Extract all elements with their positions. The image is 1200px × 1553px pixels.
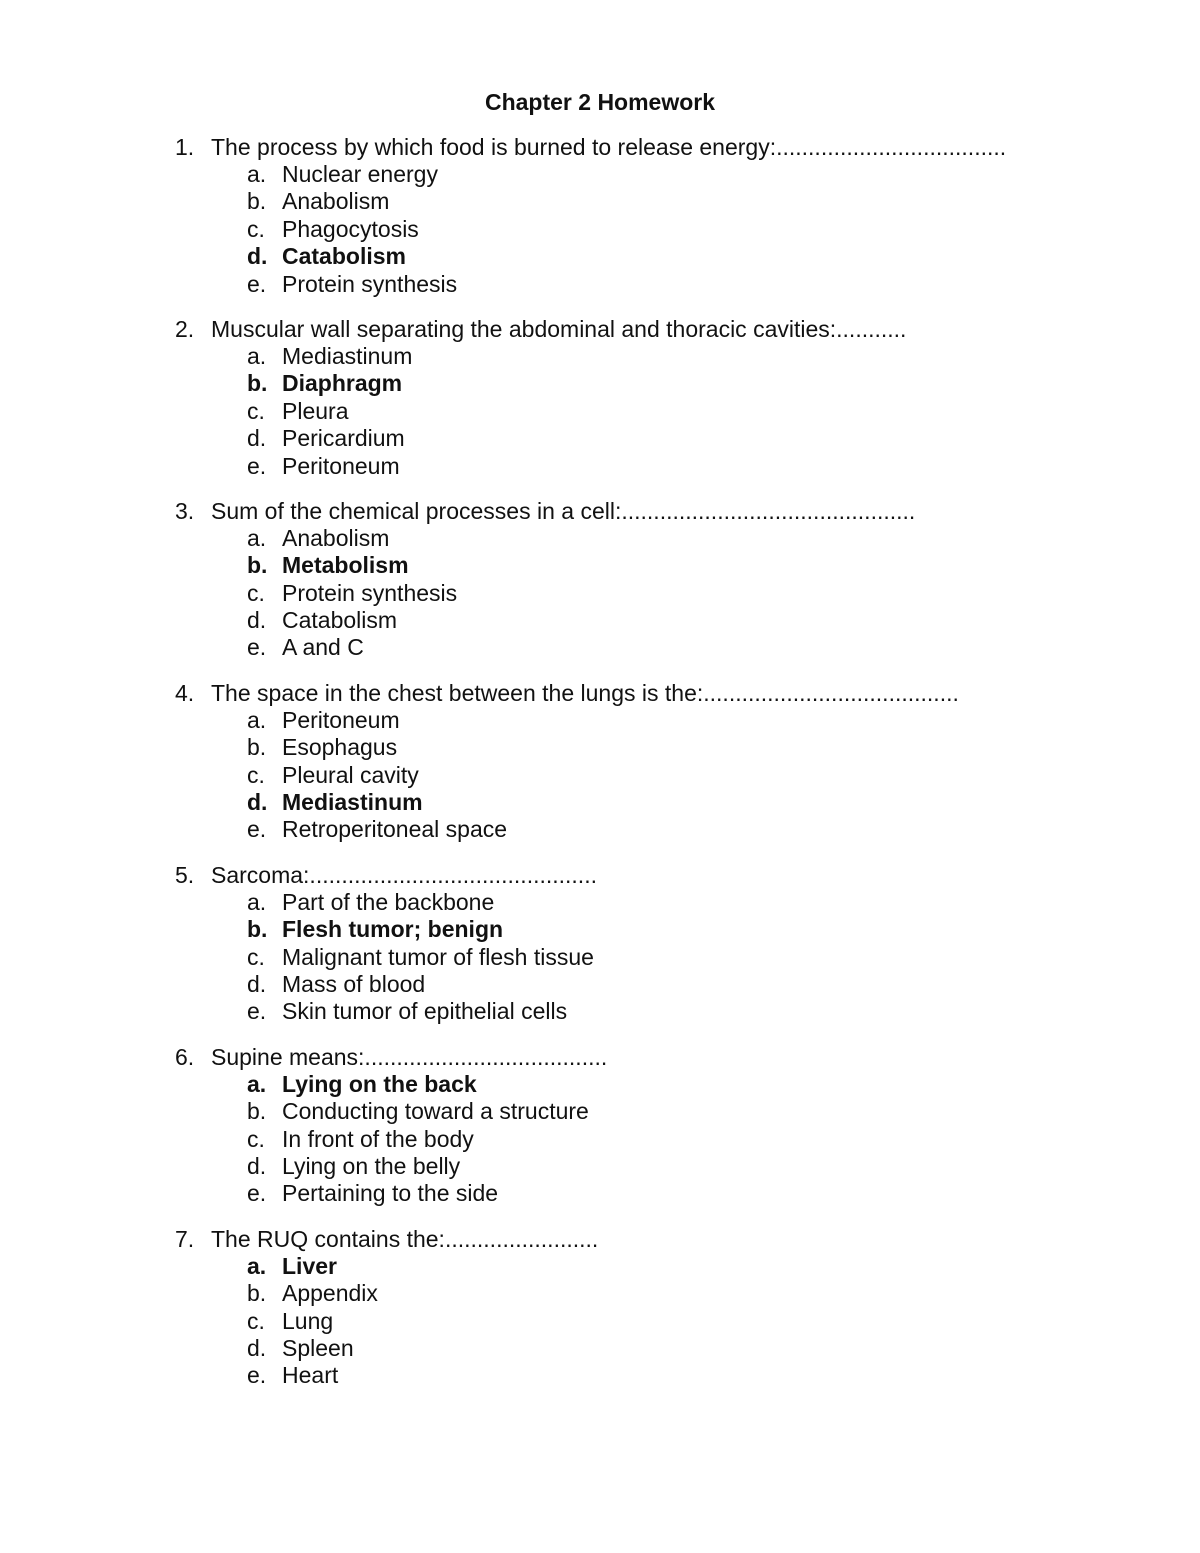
option-letter: d. xyxy=(247,243,268,270)
option-d xyxy=(0,1335,1200,1362)
option-text: Mass of blood xyxy=(282,970,426,997)
question-list xyxy=(0,133,1200,1407)
option-letter: b. xyxy=(247,370,268,397)
option-text: Mediastinum xyxy=(282,342,413,369)
option-d xyxy=(0,789,1200,816)
option-text: Phagocytosis xyxy=(282,215,419,242)
option-text: Esophagus xyxy=(282,734,398,761)
option-letter: b. xyxy=(247,916,268,943)
option-text: Metabolism xyxy=(282,552,409,579)
option-e xyxy=(0,271,1200,298)
option-letter: c. xyxy=(247,397,265,424)
option-letter: c. xyxy=(247,579,265,606)
option-letter: d. xyxy=(247,789,268,816)
option-d xyxy=(0,971,1200,998)
option-letter: e. xyxy=(247,270,267,297)
option-letter: d. xyxy=(247,425,267,452)
option-text: Catabolism xyxy=(282,243,406,270)
option-c xyxy=(0,398,1200,425)
question-1 xyxy=(0,133,1200,298)
option-d xyxy=(0,425,1200,452)
question-3 xyxy=(0,497,1200,662)
option-c xyxy=(0,580,1200,607)
option-text: Skin tumor of epithelial cells xyxy=(282,998,568,1025)
option-text: Flesh tumor; benign xyxy=(282,916,504,943)
option-text: Lying on the back xyxy=(282,1070,477,1097)
question-text: Sum of the chemical processes in a cell:.............................................. xyxy=(211,497,916,524)
option-letter: b. xyxy=(247,552,268,579)
option-text: Lying on the belly xyxy=(282,1152,461,1179)
option-letter: b. xyxy=(247,1098,267,1125)
option-letter: a. xyxy=(247,1070,267,1097)
option-letter: a. xyxy=(247,888,267,915)
option-e xyxy=(0,634,1200,661)
option-letter: c. xyxy=(247,1307,265,1334)
option-text: Catabolism xyxy=(282,607,398,634)
question-text: The space in the chest between the lungs is the:........................................ xyxy=(211,679,959,706)
option-letter: e. xyxy=(247,634,267,661)
option-text: Mediastinum xyxy=(282,789,423,816)
option-text: Spleen xyxy=(282,1334,354,1361)
option-letter: a. xyxy=(247,706,267,733)
option-text: Appendix xyxy=(282,1280,378,1307)
option-c xyxy=(0,216,1200,243)
option-letter: c. xyxy=(247,215,265,242)
option-text: Anabolism xyxy=(282,524,390,551)
option-e xyxy=(0,1362,1200,1389)
question-text: Sarcoma:............................................. xyxy=(211,861,597,888)
option-b xyxy=(0,734,1200,761)
question-text: The process by which food is burned to release energy:.................................... xyxy=(211,134,1007,160)
option-text: In front of the body xyxy=(282,1125,474,1152)
option-text: Lung xyxy=(282,1307,334,1334)
option-text: Conducting toward a structure xyxy=(282,1098,589,1125)
question-5 xyxy=(0,861,1200,1026)
option-text: A and C xyxy=(282,634,364,661)
option-b xyxy=(0,916,1200,943)
question-text: Muscular wall separating the abdominal and thoracic cavities:........... xyxy=(211,315,907,342)
question-number: 3. xyxy=(175,497,195,524)
option-a xyxy=(0,889,1200,916)
option-text: Heart xyxy=(282,1362,339,1389)
option-text: Malignant tumor of flesh tissue xyxy=(282,943,594,970)
option-letter: a. xyxy=(247,1252,267,1279)
option-letter: a. xyxy=(247,524,267,551)
option-e xyxy=(0,1180,1200,1207)
page-title: Chapter 2 Homework xyxy=(484,89,716,115)
option-d xyxy=(0,1153,1200,1180)
option-c xyxy=(0,1126,1200,1153)
option-text: Nuclear energy xyxy=(282,161,438,187)
option-a xyxy=(0,525,1200,552)
option-letter: a. xyxy=(247,342,267,369)
option-letter: d. xyxy=(247,970,267,997)
option-text: Pericardium xyxy=(282,425,405,452)
option-letter: d. xyxy=(247,1152,267,1179)
option-a xyxy=(0,343,1200,370)
option-text: Diaphragm xyxy=(282,370,403,397)
question-6 xyxy=(0,1043,1200,1208)
option-text: Peritoneum xyxy=(282,452,400,479)
question-number: 7. xyxy=(175,1225,195,1252)
option-letter: b. xyxy=(247,188,267,215)
question-text: Supine means:...................................... xyxy=(211,1043,608,1070)
option-text: Pertaining to the side xyxy=(282,1180,499,1207)
option-letter: e. xyxy=(247,1362,267,1389)
question-text: The RUQ contains the:........................ xyxy=(211,1225,599,1252)
option-letter: e. xyxy=(247,452,267,479)
question-4 xyxy=(0,679,1200,844)
option-a xyxy=(0,161,1200,188)
option-e xyxy=(0,998,1200,1025)
option-letter: e. xyxy=(247,1180,267,1207)
option-e xyxy=(0,816,1200,843)
option-text: Protein synthesis xyxy=(282,579,458,606)
question-number: 6. xyxy=(175,1043,195,1070)
question-number: 4. xyxy=(175,679,195,706)
option-text: Pleura xyxy=(282,397,349,424)
question-number: 1. xyxy=(175,134,195,160)
option-letter: c. xyxy=(247,761,265,788)
question-number: 5. xyxy=(175,861,195,888)
option-letter: e. xyxy=(247,998,267,1025)
option-e xyxy=(0,453,1200,480)
option-letter: a. xyxy=(247,161,267,187)
option-d xyxy=(0,607,1200,634)
option-text: Protein synthesis xyxy=(282,270,458,297)
option-letter: b. xyxy=(247,734,267,761)
option-b xyxy=(0,188,1200,215)
question-7 xyxy=(0,1225,1200,1390)
option-b xyxy=(0,1280,1200,1307)
option-letter: d. xyxy=(247,1334,267,1361)
option-b xyxy=(0,370,1200,397)
option-letter: c. xyxy=(247,1125,265,1152)
option-text: Retroperitoneal space xyxy=(282,816,508,843)
option-text: Pleural cavity xyxy=(282,761,419,788)
option-c xyxy=(0,944,1200,971)
option-c xyxy=(0,1308,1200,1335)
option-a xyxy=(0,1253,1200,1280)
question-2 xyxy=(0,315,1200,480)
option-text: Anabolism xyxy=(282,188,390,215)
question-number: 2. xyxy=(175,315,195,342)
option-a xyxy=(0,1071,1200,1098)
option-text: Peritoneum xyxy=(282,706,400,733)
option-d xyxy=(0,243,1200,270)
option-text: Liver xyxy=(282,1252,337,1279)
option-letter: d. xyxy=(247,607,267,634)
option-letter: c. xyxy=(247,943,265,970)
option-b xyxy=(0,1098,1200,1125)
option-a xyxy=(0,707,1200,734)
option-c xyxy=(0,762,1200,789)
option-letter: b. xyxy=(247,1280,267,1307)
option-b xyxy=(0,552,1200,579)
option-text: Part of the backbone xyxy=(282,888,495,915)
option-letter: e. xyxy=(247,816,267,843)
